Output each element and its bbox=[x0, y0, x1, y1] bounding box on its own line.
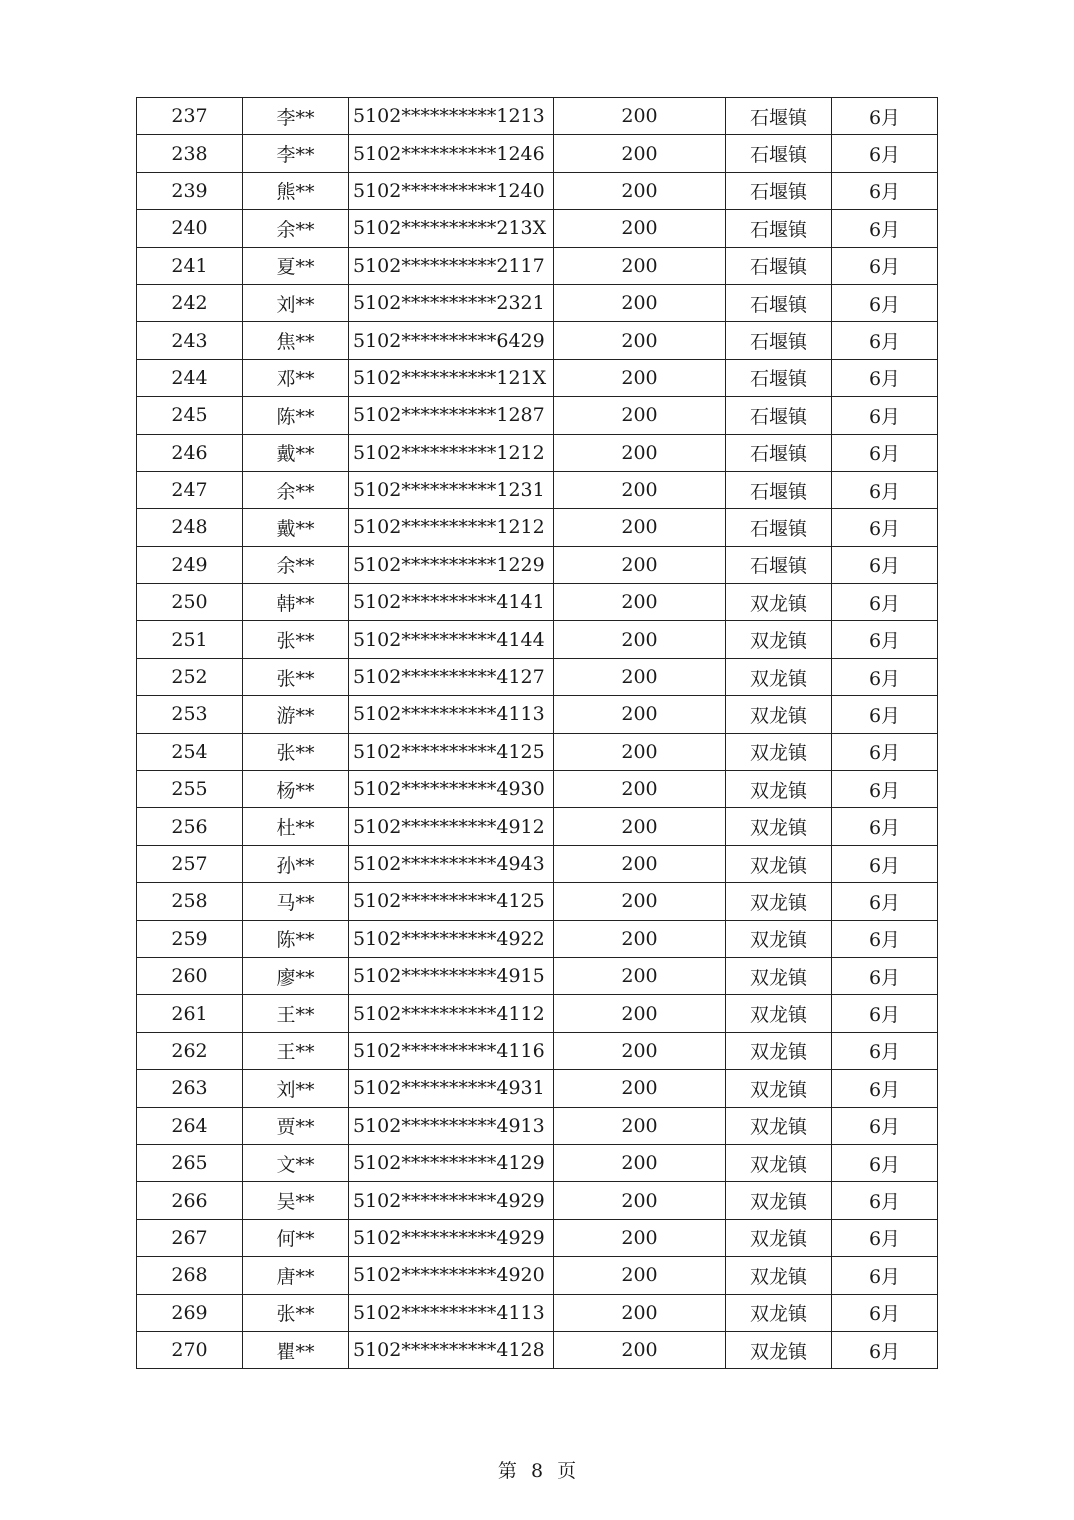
cell-town: 石堰镇 bbox=[726, 546, 832, 583]
cell-town: 双龙镇 bbox=[726, 771, 832, 808]
cell-month: 6月 bbox=[832, 1219, 938, 1256]
cell-id-number: 5102**********1229 bbox=[349, 546, 554, 583]
cell-amount: 200 bbox=[554, 1331, 726, 1368]
cell-name: 刘** bbox=[243, 284, 349, 321]
table-row bbox=[137, 471, 938, 508]
cell-name: 余** bbox=[243, 546, 349, 583]
cell-id-number: 5102**********1240 bbox=[349, 172, 554, 209]
cell-index: 267 bbox=[137, 1219, 243, 1256]
cell-amount: 200 bbox=[554, 920, 726, 957]
cell-town: 石堰镇 bbox=[726, 397, 832, 434]
table-row bbox=[137, 658, 938, 695]
cell-amount: 200 bbox=[554, 771, 726, 808]
table-row bbox=[137, 98, 938, 135]
cell-index: 252 bbox=[137, 658, 243, 695]
cell-id-number: 5102**********1231 bbox=[349, 471, 554, 508]
cell-town: 双龙镇 bbox=[726, 1107, 832, 1144]
cell-amount: 200 bbox=[554, 1182, 726, 1219]
table-row bbox=[137, 733, 938, 770]
cell-month: 6月 bbox=[832, 1257, 938, 1294]
page-footer-suffix: 页 bbox=[557, 1460, 577, 1482]
cell-id-number: 5102**********1213 bbox=[349, 98, 554, 135]
table-row bbox=[137, 1182, 938, 1219]
cell-town: 双龙镇 bbox=[726, 1070, 832, 1107]
cell-amount: 200 bbox=[554, 658, 726, 695]
cell-month: 6月 bbox=[832, 957, 938, 994]
cell-town: 双龙镇 bbox=[726, 1144, 832, 1181]
cell-amount: 200 bbox=[554, 210, 726, 247]
cell-name: 焦** bbox=[243, 322, 349, 359]
cell-index: 258 bbox=[137, 883, 243, 920]
cell-name: 张** bbox=[243, 1294, 349, 1331]
cell-id-number: 5102**********4128 bbox=[349, 1331, 554, 1368]
cell-index: 251 bbox=[137, 621, 243, 658]
cell-month: 6月 bbox=[832, 621, 938, 658]
cell-month: 6月 bbox=[832, 434, 938, 471]
cell-index: 241 bbox=[137, 247, 243, 284]
cell-amount: 200 bbox=[554, 995, 726, 1032]
cell-name: 张** bbox=[243, 658, 349, 695]
cell-id-number: 5102**********2321 bbox=[349, 284, 554, 321]
cell-month: 6月 bbox=[832, 1182, 938, 1219]
cell-index: 250 bbox=[137, 584, 243, 621]
cell-id-number: 5102**********4943 bbox=[349, 845, 554, 882]
cell-town: 石堰镇 bbox=[726, 210, 832, 247]
table-row bbox=[137, 1257, 938, 1294]
table-row bbox=[137, 1144, 938, 1181]
cell-id-number: 5102**********2117 bbox=[349, 247, 554, 284]
table-row bbox=[137, 771, 938, 808]
cell-id-number: 5102**********4912 bbox=[349, 808, 554, 845]
cell-town: 双龙镇 bbox=[726, 658, 832, 695]
cell-name: 夏** bbox=[243, 247, 349, 284]
cell-month: 6月 bbox=[832, 509, 938, 546]
cell-month: 6月 bbox=[832, 135, 938, 172]
table-row bbox=[137, 284, 938, 321]
cell-id-number: 5102**********1246 bbox=[349, 135, 554, 172]
table-row bbox=[137, 1070, 938, 1107]
cell-index: 237 bbox=[137, 98, 243, 135]
cell-id-number: 5102**********4929 bbox=[349, 1219, 554, 1256]
cell-name: 文** bbox=[243, 1144, 349, 1181]
table-row bbox=[137, 322, 938, 359]
cell-town: 双龙镇 bbox=[726, 1219, 832, 1256]
page-footer-prefix: 第 bbox=[497, 1460, 517, 1482]
cell-amount: 200 bbox=[554, 1257, 726, 1294]
cell-name: 贾** bbox=[243, 1107, 349, 1144]
cell-month: 6月 bbox=[832, 1070, 938, 1107]
cell-town: 双龙镇 bbox=[726, 733, 832, 770]
cell-month: 6月 bbox=[832, 172, 938, 209]
cell-month: 6月 bbox=[832, 845, 938, 882]
cell-index: 262 bbox=[137, 1032, 243, 1069]
cell-amount: 200 bbox=[554, 509, 726, 546]
cell-town: 石堰镇 bbox=[726, 471, 832, 508]
cell-amount: 200 bbox=[554, 808, 726, 845]
cell-amount: 200 bbox=[554, 621, 726, 658]
cell-town: 双龙镇 bbox=[726, 957, 832, 994]
cell-name: 戴** bbox=[243, 509, 349, 546]
cell-amount: 200 bbox=[554, 957, 726, 994]
cell-amount: 200 bbox=[554, 247, 726, 284]
table-row bbox=[137, 172, 938, 209]
cell-id-number: 5102**********1212 bbox=[349, 509, 554, 546]
cell-name: 何** bbox=[243, 1219, 349, 1256]
cell-amount: 200 bbox=[554, 434, 726, 471]
cell-index: 264 bbox=[137, 1107, 243, 1144]
cell-month: 6月 bbox=[832, 1331, 938, 1368]
cell-name: 孙** bbox=[243, 845, 349, 882]
cell-month: 6月 bbox=[832, 359, 938, 396]
cell-id-number: 5102**********213X bbox=[349, 210, 554, 247]
cell-name: 吴** bbox=[243, 1182, 349, 1219]
table-row bbox=[137, 434, 938, 471]
cell-index: 243 bbox=[137, 322, 243, 359]
cell-id-number: 5102**********4116 bbox=[349, 1032, 554, 1069]
cell-id-number: 5102**********4125 bbox=[349, 733, 554, 770]
cell-amount: 200 bbox=[554, 397, 726, 434]
cell-amount: 200 bbox=[554, 98, 726, 135]
table-row bbox=[137, 135, 938, 172]
table-row bbox=[137, 1032, 938, 1069]
table-row bbox=[137, 957, 938, 994]
cell-id-number: 5102**********4113 bbox=[349, 1294, 554, 1331]
cell-name: 邓** bbox=[243, 359, 349, 396]
table-row bbox=[137, 621, 938, 658]
cell-id-number: 5102**********1287 bbox=[349, 397, 554, 434]
cell-amount: 200 bbox=[554, 1294, 726, 1331]
cell-index: 257 bbox=[137, 845, 243, 882]
cell-month: 6月 bbox=[832, 584, 938, 621]
cell-amount: 200 bbox=[554, 471, 726, 508]
cell-index: 248 bbox=[137, 509, 243, 546]
roster-table bbox=[136, 97, 938, 1369]
cell-index: 246 bbox=[137, 434, 243, 471]
cell-name: 余** bbox=[243, 210, 349, 247]
cell-id-number: 5102**********4920 bbox=[349, 1257, 554, 1294]
cell-month: 6月 bbox=[832, 995, 938, 1032]
cell-town: 双龙镇 bbox=[726, 920, 832, 957]
cell-name: 杜** bbox=[243, 808, 349, 845]
table-row bbox=[137, 546, 938, 583]
cell-amount: 200 bbox=[554, 1219, 726, 1256]
cell-amount: 200 bbox=[554, 546, 726, 583]
cell-month: 6月 bbox=[832, 284, 938, 321]
cell-town: 双龙镇 bbox=[726, 1032, 832, 1069]
cell-id-number: 5102**********4915 bbox=[349, 957, 554, 994]
cell-amount: 200 bbox=[554, 322, 726, 359]
cell-name: 游** bbox=[243, 696, 349, 733]
cell-town: 双龙镇 bbox=[726, 883, 832, 920]
cell-id-number: 5102**********4144 bbox=[349, 621, 554, 658]
cell-town: 双龙镇 bbox=[726, 1182, 832, 1219]
table-row bbox=[137, 808, 938, 845]
table-row bbox=[137, 509, 938, 546]
cell-id-number: 5102**********1212 bbox=[349, 434, 554, 471]
cell-amount: 200 bbox=[554, 1107, 726, 1144]
table-row bbox=[137, 397, 938, 434]
cell-amount: 200 bbox=[554, 1032, 726, 1069]
cell-id-number: 5102**********121X bbox=[349, 359, 554, 396]
cell-index: 268 bbox=[137, 1257, 243, 1294]
cell-name: 李** bbox=[243, 98, 349, 135]
cell-name: 廖** bbox=[243, 957, 349, 994]
cell-amount: 200 bbox=[554, 696, 726, 733]
table-row bbox=[137, 1107, 938, 1144]
cell-id-number: 5102**********6429 bbox=[349, 322, 554, 359]
cell-town: 石堰镇 bbox=[726, 172, 832, 209]
table-row bbox=[137, 1219, 938, 1256]
cell-town: 双龙镇 bbox=[726, 1294, 832, 1331]
table-row bbox=[137, 210, 938, 247]
cell-town: 石堰镇 bbox=[726, 135, 832, 172]
roster-table-body bbox=[137, 98, 938, 1369]
cell-index: 242 bbox=[137, 284, 243, 321]
cell-index: 270 bbox=[137, 1331, 243, 1368]
cell-month: 6月 bbox=[832, 546, 938, 583]
cell-name: 王** bbox=[243, 1032, 349, 1069]
cell-index: 261 bbox=[137, 995, 243, 1032]
table-row bbox=[137, 995, 938, 1032]
roster-sheet bbox=[136, 97, 937, 1369]
cell-name: 刘** bbox=[243, 1070, 349, 1107]
cell-id-number: 5102**********4141 bbox=[349, 584, 554, 621]
cell-index: 256 bbox=[137, 808, 243, 845]
cell-town: 石堰镇 bbox=[726, 98, 832, 135]
cell-id-number: 5102**********4930 bbox=[349, 771, 554, 808]
cell-amount: 200 bbox=[554, 1144, 726, 1181]
cell-name: 陈** bbox=[243, 920, 349, 957]
cell-name: 韩** bbox=[243, 584, 349, 621]
cell-town: 双龙镇 bbox=[726, 1331, 832, 1368]
table-row bbox=[137, 920, 938, 957]
cell-amount: 200 bbox=[554, 1070, 726, 1107]
cell-month: 6月 bbox=[832, 210, 938, 247]
cell-town: 双龙镇 bbox=[726, 995, 832, 1032]
cell-index: 269 bbox=[137, 1294, 243, 1331]
cell-amount: 200 bbox=[554, 845, 726, 882]
cell-index: 247 bbox=[137, 471, 243, 508]
cell-month: 6月 bbox=[832, 1144, 938, 1181]
cell-name: 余** bbox=[243, 471, 349, 508]
cell-town: 石堰镇 bbox=[726, 322, 832, 359]
cell-name: 陈** bbox=[243, 397, 349, 434]
cell-name: 张** bbox=[243, 733, 349, 770]
cell-name: 李** bbox=[243, 135, 349, 172]
cell-month: 6月 bbox=[832, 471, 938, 508]
cell-town: 双龙镇 bbox=[726, 584, 832, 621]
cell-town: 石堰镇 bbox=[726, 509, 832, 546]
cell-amount: 200 bbox=[554, 135, 726, 172]
cell-index: 238 bbox=[137, 135, 243, 172]
cell-town: 石堰镇 bbox=[726, 284, 832, 321]
page-number: 8 bbox=[530, 1460, 544, 1482]
cell-month: 6月 bbox=[832, 1107, 938, 1144]
cell-index: 263 bbox=[137, 1070, 243, 1107]
cell-index: 266 bbox=[137, 1182, 243, 1219]
cell-month: 6月 bbox=[832, 696, 938, 733]
cell-month: 6月 bbox=[832, 733, 938, 770]
cell-amount: 200 bbox=[554, 359, 726, 396]
cell-month: 6月 bbox=[832, 247, 938, 284]
cell-index: 244 bbox=[137, 359, 243, 396]
cell-index: 255 bbox=[137, 771, 243, 808]
cell-month: 6月 bbox=[832, 883, 938, 920]
table-row bbox=[137, 883, 938, 920]
cell-id-number: 5102**********4929 bbox=[349, 1182, 554, 1219]
page-footer bbox=[0, 1456, 1074, 1483]
cell-month: 6月 bbox=[832, 98, 938, 135]
cell-name: 杨** bbox=[243, 771, 349, 808]
cell-id-number: 5102**********4922 bbox=[349, 920, 554, 957]
cell-name: 戴** bbox=[243, 434, 349, 471]
cell-index: 265 bbox=[137, 1144, 243, 1181]
cell-index: 260 bbox=[137, 957, 243, 994]
table-row bbox=[137, 359, 938, 396]
cell-month: 6月 bbox=[832, 808, 938, 845]
cell-index: 254 bbox=[137, 733, 243, 770]
table-row bbox=[137, 584, 938, 621]
cell-month: 6月 bbox=[832, 1294, 938, 1331]
cell-name: 瞿** bbox=[243, 1331, 349, 1368]
cell-month: 6月 bbox=[832, 1032, 938, 1069]
cell-month: 6月 bbox=[832, 771, 938, 808]
cell-amount: 200 bbox=[554, 172, 726, 209]
cell-month: 6月 bbox=[832, 658, 938, 695]
cell-month: 6月 bbox=[832, 322, 938, 359]
cell-name: 马** bbox=[243, 883, 349, 920]
cell-month: 6月 bbox=[832, 397, 938, 434]
cell-town: 双龙镇 bbox=[726, 845, 832, 882]
cell-id-number: 5102**********4931 bbox=[349, 1070, 554, 1107]
table-row bbox=[137, 845, 938, 882]
cell-town: 双龙镇 bbox=[726, 696, 832, 733]
cell-index: 240 bbox=[137, 210, 243, 247]
cell-town: 石堰镇 bbox=[726, 434, 832, 471]
cell-town: 双龙镇 bbox=[726, 621, 832, 658]
cell-amount: 200 bbox=[554, 883, 726, 920]
cell-name: 熊** bbox=[243, 172, 349, 209]
cell-town: 双龙镇 bbox=[726, 1257, 832, 1294]
table-row bbox=[137, 1331, 938, 1368]
table-row bbox=[137, 247, 938, 284]
cell-index: 249 bbox=[137, 546, 243, 583]
cell-id-number: 5102**********4127 bbox=[349, 658, 554, 695]
cell-amount: 200 bbox=[554, 284, 726, 321]
cell-index: 259 bbox=[137, 920, 243, 957]
cell-month: 6月 bbox=[832, 920, 938, 957]
cell-id-number: 5102**********4129 bbox=[349, 1144, 554, 1181]
cell-name: 王** bbox=[243, 995, 349, 1032]
cell-name: 张** bbox=[243, 621, 349, 658]
cell-id-number: 5102**********4112 bbox=[349, 995, 554, 1032]
cell-id-number: 5102**********4125 bbox=[349, 883, 554, 920]
cell-amount: 200 bbox=[554, 584, 726, 621]
cell-id-number: 5102**********4913 bbox=[349, 1107, 554, 1144]
cell-town: 石堰镇 bbox=[726, 359, 832, 396]
cell-index: 245 bbox=[137, 397, 243, 434]
cell-index: 239 bbox=[137, 172, 243, 209]
table-row bbox=[137, 1294, 938, 1331]
cell-id-number: 5102**********4113 bbox=[349, 696, 554, 733]
table-row bbox=[137, 696, 938, 733]
cell-town: 双龙镇 bbox=[726, 808, 832, 845]
cell-index: 253 bbox=[137, 696, 243, 733]
cell-amount: 200 bbox=[554, 733, 726, 770]
cell-town: 石堰镇 bbox=[726, 247, 832, 284]
cell-name: 唐** bbox=[243, 1257, 349, 1294]
